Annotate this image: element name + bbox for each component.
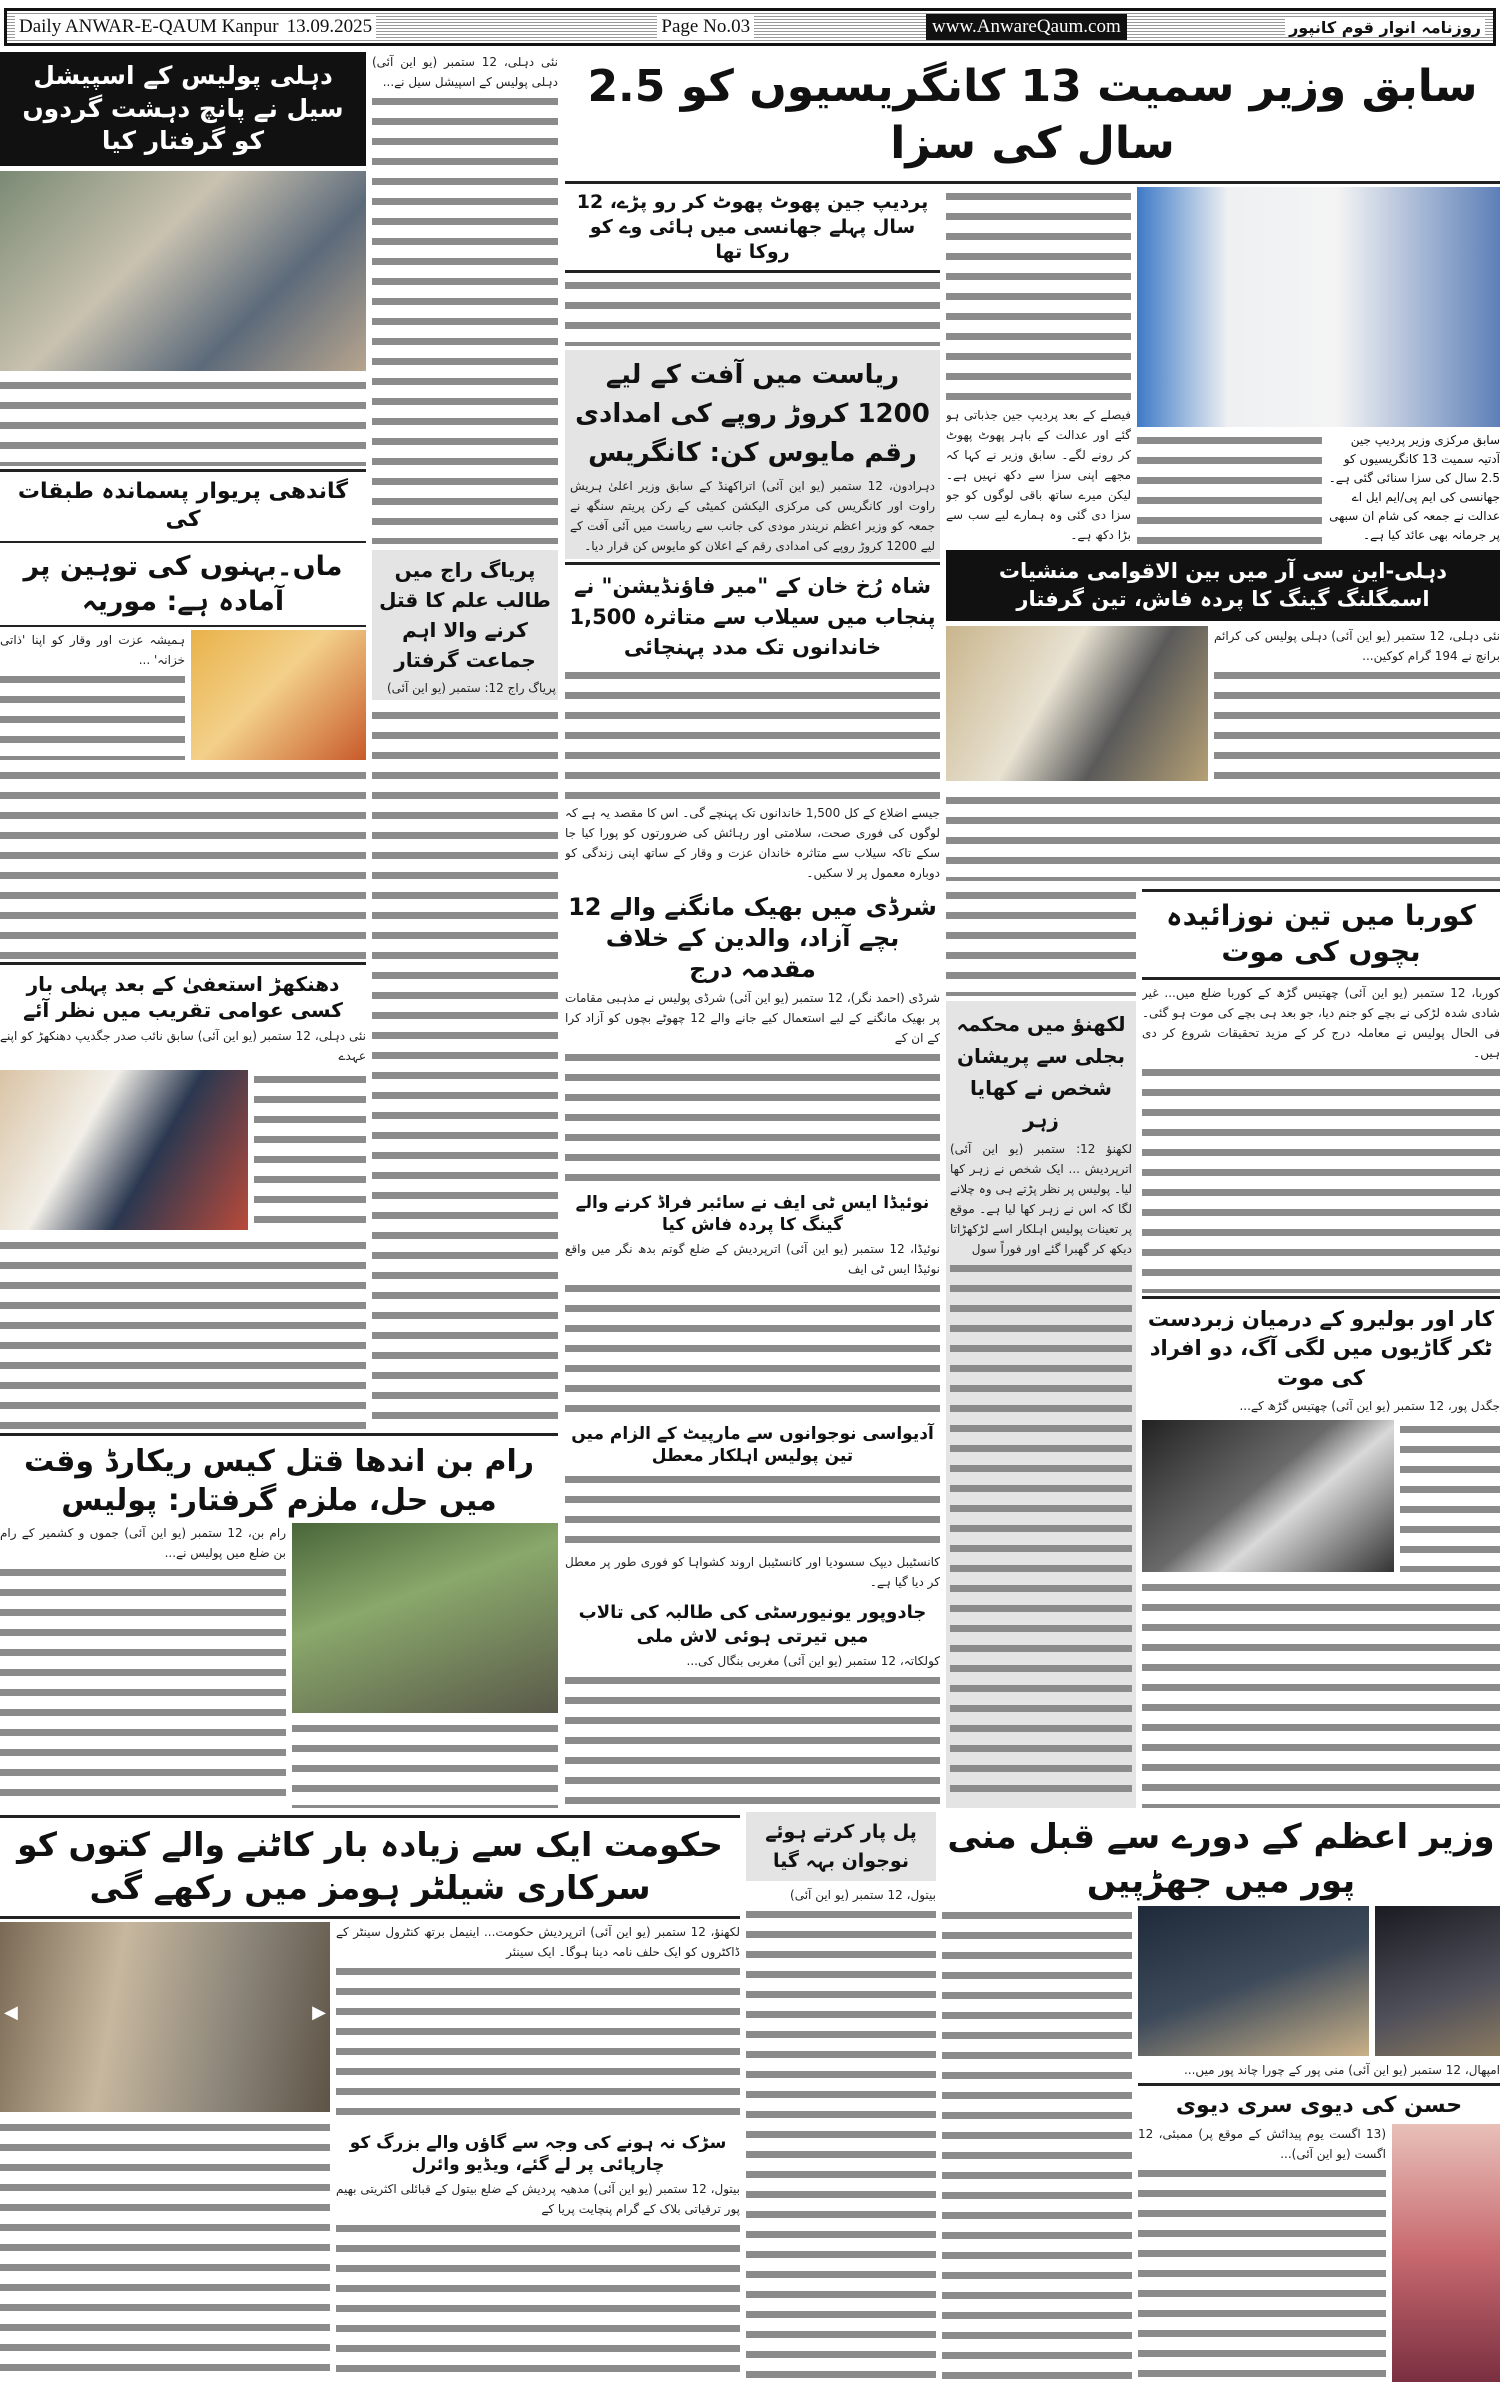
masthead-logo: روزنامہ انوار قوم کانپور (1285, 18, 1485, 37)
gandhi-headline: ماں۔بہنوں کی توہین پر آمادہ ہے: موریہ (23, 550, 343, 617)
adivasi-body: کانسٹیبل دیپک سسودیا اور کانسٹیبل اروند کشواہا کو فوری طور پر معطل کر دیا گیا ہے۔ (565, 1555, 940, 1590)
drugs-arrest-photo (946, 626, 1208, 781)
car-bolero-body: جگدل پور، 12 ستمبر (یو این آئی) چھتیس گڑھ کے... (1239, 1398, 1500, 1413)
ncr-drugs-body: نئی دہلی، 12 ستمبر (یو این آئی) دہلی پولیس کی کرائم برانچ نے 194 گرام کوکین... (1214, 628, 1500, 663)
korba-body: کوربا، 12 ستمبر (یو این آئی) چھتیس گڑھ کے کوربا ضلع میں... غیر شادی شدہ لڑکی نے بچے کو جنم دیا، جو بعد ہی بچے کی موت ہو گئی۔ فی الحال پولیس نے معاملہ درج کر کے مزید تحقیقات شروع کر دی ہیں۔ (1142, 985, 1500, 1060)
masthead-bar (4, 8, 1496, 46)
manipur-headline: وزیر اعظم کے دورے سے قبل منی پور میں جھڑپیں (947, 1817, 1495, 1902)
noida-body: نوئیڈا، 12 ستمبر (یو این آئی) اترپردیش کے ضلع گوتم بدھ نگر میں واقع نوئیڈا ایس ٹی ایف (565, 1242, 940, 1277)
relief-headline: ریاست میں آفت کے لیے 1200 کروڑ روپے کی امدادی رقم مایوس کن: کانگریس (575, 360, 930, 469)
gandhi-kicker: گاندھی پریوار پسماندہ طبقات کی (17, 478, 349, 533)
jadavpur-headline: جادوپور یونیورسٹی کی طالبہ کی تالاب میں تیرتی ہوئی لاش ملی (578, 1602, 927, 1647)
manipur-photo-1 (1138, 1906, 1369, 2056)
photo-next-icon[interactable]: ▶ (312, 2001, 326, 2023)
dogs-headline: حکومت ایک سے زیادہ بار کاٹنے والے کتوں کو سرکاری شیلٹر ہومز میں رکھے گی (17, 1825, 723, 1907)
page-number: Page No.03 (657, 16, 754, 38)
manipur-body: امپھال، 12 ستمبر (یو این آئی) منی پور کے چورا چاند پور میں... (1183, 2063, 1500, 2078)
betul-headline: سڑک نہ ہونے کی وجہ سے گاؤں والے بزرگ کو چارپائی پر لے گئے، ویڈیو وائرل (349, 2132, 727, 2175)
ncr-drugs-headline: دہلی-این سی آر میں بین الاقوامی منشیات اسمگلنگ گینگ کا پردہ فاش، تین گرفتار (946, 550, 1500, 621)
jadavpur-body: کولکاتہ، 12 ستمبر (یو این آئی) مغربی بنگال کی... (686, 1654, 940, 1669)
ramban-headline: رام بن اندھا قتل کیس ریکارڈ وقت میں حل، ملزم گرفتار: پولیس (23, 1444, 535, 1518)
dhankhar-body: نئی دہلی، 12 ستمبر (یو این آئی) سابق نائب صدر جگدیپ دھنکھڑ کو اپنے عہدے (0, 1029, 366, 1064)
sridevi-headline: حسن کی دیوی سری دیوی (1175, 2093, 1463, 2119)
dogs-body: لکھنؤ، 12 ستمبر (یو این آئی) اترپردیش حکومت... اینیمل برتھ کنٹرول سینٹر کے ڈاکٹروں کو ایک حلف نامہ دینا ہوگا۔ ایک سینئر (336, 1924, 740, 1959)
dhankhar-photo (0, 1070, 248, 1230)
edition-date: 13.09.2025 (283, 16, 377, 38)
sridevi-photo (1392, 2124, 1500, 2382)
delhi-terror-headline: دہلی پولیس کے اسپیشل سیل نے پانچ دہشت گردوں کو گرفتار کیا (0, 52, 366, 166)
shahrukh-body: جیسے اضلاع کے کل 1,500 خاندانوں تک پہنچے گی۔ اس کا مقصد یہ ہے کہ لوگوں کی فوری صحت، سلامتی اور رہائش کی ضرورتوں کو پورا کیا جا سکے تاکہ سیلاب سے متاثرہ خاندان عزت و وقار کے ساتھ اپنی زندگی کو دوبارہ معمول پر لا سکیں۔ (565, 805, 940, 880)
main-body: فیصلے کے بعد پردیپ جین جذباتی ہو گئے اور عدالت کے باہر پھوٹ پھوٹ کر رونے لگے۔ سابق وزیر نے کہا کہ مجھے اپنی سزا سے دکھ نہیں ہے۔ لیکن میرے ساتھ باقی لوگوں کو جو سزا دی گئی وہ ہمارے لیے سب سے بڑا دکھ ہے۔ (946, 408, 1131, 543)
main-subheadline: پردیپ جین پھوٹ پھوٹ کر رو پڑے، 12 سال پہلے جھانسی میں ہائی وے کو روکا تھا (576, 191, 929, 263)
delhi-terror-body: نئی دہلی، 12 ستمبر (یو این آئی) دہلی پولیس کے اسپیشل سیل نے... (372, 55, 558, 89)
terror-arrest-photo (0, 171, 366, 371)
main-headline: سابق وزیر سمیت 13 کانگریسیوں کو 2.5 سال کی سزا (587, 61, 1478, 170)
korba-headline: کوربا میں تین نوزائیدہ بچوں کی موت (1166, 898, 1476, 969)
edition-name: Daily ANWAR-E-QAUM Kanpur (15, 16, 283, 38)
ramban-body: رام بن، 12 ستمبر (یو این آئی) جموں و کشمیر کے رام بن ضلع میں پولیس نے... (0, 1526, 286, 1560)
dhankhar-headline: دھنکھڑ استعفیٰ کے بعد پہلی بار کسی عوامی تقریب میں نظر آئے (23, 972, 343, 1023)
car-bolero-headline: کار اور بولیرو کے درمیان زبردست ٹکر گاڑیوں میں لگی آگ، دو افراد کی موت (1147, 1306, 1495, 1390)
noida-headline: نوئیڈا ایس ٹی ایف نے سائبر فراڈ کرنے والے گینگ کا پردہ فاش کیا (575, 1193, 930, 1236)
shahrukh-headline: شاہ رُخ خان کے "میر فاؤنڈیشن" نے پنجاب میں سیلاب سے متاثرہ 1,500 خاندانوں تک مدد پہنچائی (569, 574, 936, 660)
main-photo-caption: سابق مرکزی وزیر پردیپ جین آدتیہ سمیت 13 کانگریسیوں کو 2.5 سال کی سزا سنائی گئی ہے۔ جھانسی کی ایم پی/ایم ایل اے عدالت نے جمعہ کی شام ان سبھی پر جرمانہ بھی عائد کیا ہے۔ (1328, 433, 1500, 543)
manipur-photo-2 (1375, 1906, 1500, 2056)
pradeep-jain-photo (1137, 187, 1500, 427)
betul-body: بیتول، 12 ستمبر (یو این آئی) مدھیہ پردیش کے ضلع بیتول کے قبائلی اکثریتی بھیم پور ترقیاتی بلاک کے گرام پنچایت پریا کے (336, 2181, 740, 2216)
bridge-body: بیتول، 12 ستمبر (یو این آئی) (790, 1888, 936, 1902)
maurya-photo (191, 630, 366, 760)
burnt-car-photo (1142, 1420, 1394, 1572)
website-link[interactable]: www.AnwareQaum.com (926, 14, 1127, 40)
shirdi-body: شرڈی (احمد نگر)، 12 ستمبر (یو این آئی) شرڈی پولیس نے مذہبی مقامات پر بھیک مانگنے کے لیے استعمال کیے جانے والے 12 چھوٹے بچوں کو آزاد کرا کے ان کے (565, 991, 940, 1046)
bridge-headline: پل پار کرتے ہوئے نوجوان بہہ گیا (765, 1821, 917, 1872)
adivasi-headline: آدیواسی نوجوانوں سے مارپیٹ کے الزام میں تین پولیس اہلکار معطل (571, 1424, 934, 1467)
prayagraj-body: پریاگ راج 12: ستمبر (یو این آئی) (386, 681, 556, 696)
lucknow-body: لکھنؤ 12: ستمبر (یو این آئی) اترپردیش ... ایک شخص نے زہر کھا لیا۔ پولیس پر نظر پڑتے ہی وہ چلانے لگا کہ اس نے زہر کھا لیا ہے۔ موقع پر تعینات پولیس اہلکار اسے لڑکھڑاتا دیکھ کر گھبرا گئے اور فوراً سول (950, 1141, 1132, 1256)
dogs-photo[interactable] (0, 1922, 330, 2112)
photo-prev-icon[interactable]: ◀ (4, 2001, 18, 2023)
prayagraj-headline: پریاگ راج میں طالب علم کا قتل کرنے والا اہم جماعت گرفتار (379, 558, 551, 673)
sridevi-body: (13 اگست یوم پیدائش کے موقع پر) ممبئی، 12 اگست (یو این آئی)... (1138, 2126, 1386, 2161)
shirdi-headline: شرڈی میں بھیک مانگنے والے 12 بچے آزاد، والدین کے خلاف مقدمہ درج (568, 892, 937, 983)
relief-body: دہرادون، 12 ستمبر (یو این آئی) اتراکھنڈ کے سابق وزیر اعلیٰ ہریش راوت اور کانگریس کی مرکزی الیکشن کمیٹی کے رکن پریتم سنگھ نے جمعہ کو وزیر اعظم نریندر مودی کی جانب سے ریاست میں آئی آفت کے لیے 1200 کروڑ روپے کی امدادی رقم کے اعلان کو مایوس کن قرار دیا۔ (570, 479, 936, 554)
ramban-photo (292, 1523, 558, 1713)
lucknow-headline: لکھنؤ میں محکمہ بجلی سے پریشان شخص نے کھایا زہر (956, 1011, 1126, 1132)
gandhi-body: ہمیشہ عزت اور وقار کو اپنا 'ذاتی خزانہ' ... (0, 632, 185, 667)
